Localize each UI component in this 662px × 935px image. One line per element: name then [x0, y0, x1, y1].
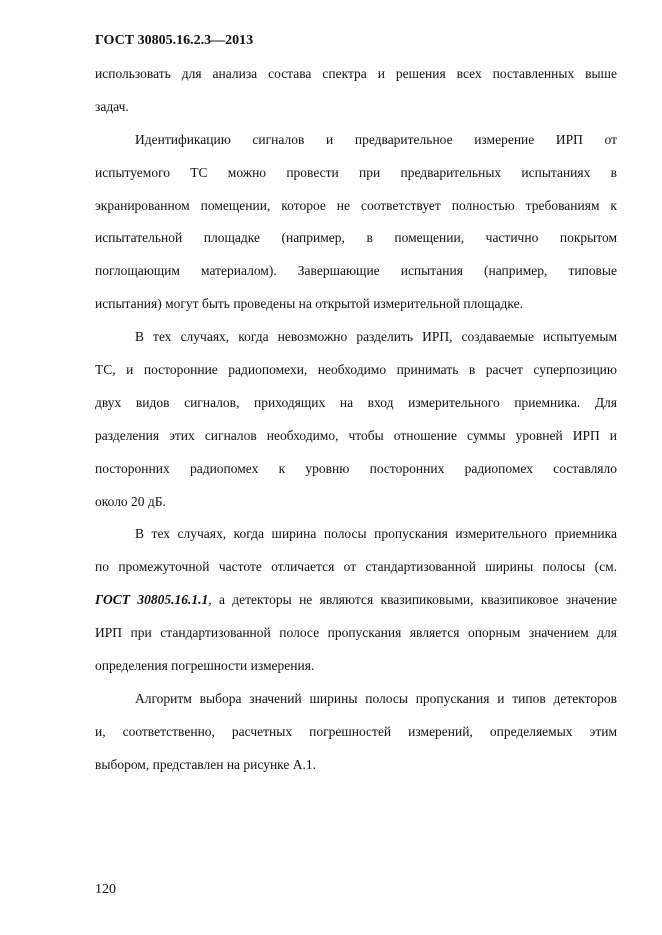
- line-text: , а детекторы не являются квазипиковыми, квазипиковое значение: [208, 592, 617, 608]
- text-line: [95, 255, 617, 288]
- line-text: двух видов сигналов, приходящих на вход измерительного приемника. Для: [95, 394, 617, 410]
- line-text: разделения этих сигналов необходимо, чтобы отношение суммы уровней ИРП и: [95, 427, 617, 443]
- line-text: задач.: [95, 98, 129, 114]
- text-line: [95, 321, 617, 354]
- line-text: поглощающим материалом). Завершающие испытания (например, типовые: [95, 263, 617, 279]
- line-text: В тех случаях, когда невозможно разделить ИРП, создаваемые испытуемым: [135, 329, 617, 345]
- line-text: экранированном помещении, которое не соответствует полностью требованиям к: [95, 197, 617, 213]
- text-line: [95, 650, 617, 683]
- line-text: Алгоритм выбора значений ширины полосы пропускания и типов детекторов: [135, 690, 617, 706]
- line-text: ТС, и посторонние радиопомехи, необходимо принимать в расчет суперпозицию: [95, 362, 617, 378]
- text-line: [95, 551, 617, 584]
- page-number: 120: [95, 882, 116, 897]
- text-line: [95, 58, 617, 91]
- line-text: выбором, представлен на рисунке А.1.: [95, 756, 317, 772]
- line-text: В тех случаях, когда ширина полосы пропускания измерительного приемника: [135, 526, 617, 542]
- text-line: [95, 683, 617, 716]
- body-text: [95, 58, 617, 782]
- text-line: [95, 749, 617, 782]
- text-line: [95, 518, 617, 551]
- text-line: [95, 716, 617, 749]
- text-line: [95, 354, 617, 387]
- standard-reference: ГОСТ 30805.16.1.1: [95, 592, 209, 608]
- text-line: [95, 584, 617, 617]
- text-line: [95, 91, 617, 124]
- text-line: [95, 617, 617, 650]
- line-text: ИРП при стандартизованной полосе пропускания является опорным значением для: [95, 625, 617, 641]
- line-text: испытательной площадке (например, в помещении, частично покрытом: [95, 230, 617, 246]
- text-line: [95, 124, 617, 157]
- text-line: [95, 387, 617, 420]
- text-line: [95, 157, 617, 190]
- line-text: по промежуточной частоте отличается от стандартизованной ширины полосы (см.: [95, 559, 617, 575]
- text-line: [95, 453, 617, 486]
- text-line: [95, 222, 617, 255]
- line-text: испытуемого ТС можно провести при предварительных испытаниях в: [95, 164, 617, 180]
- line-text: и, соответственно, расчетных погрешностей измерений, определяемых этим: [95, 723, 617, 739]
- line-text: использовать для анализа состава спектра и решения всех поставленных выше: [95, 66, 617, 81]
- line-text: испытания) могут быть проведены на открытой измерительной площадке.: [95, 296, 523, 312]
- line-text: около 20 дБ.: [95, 493, 166, 509]
- document-header: ГОСТ 30805.16.2.3—2013: [95, 33, 254, 48]
- text-line: [95, 288, 617, 321]
- line-text: Идентификацию сигналов и предварительное измерение ИРП от: [135, 131, 617, 147]
- line-text: посторонних радиопомех к уровню посторонних радиопомех составляло: [95, 460, 617, 476]
- text-line: [95, 420, 617, 453]
- text-line: [95, 486, 617, 519]
- text-line: [95, 190, 617, 223]
- line-text: определения погрешности измерения.: [95, 658, 315, 674]
